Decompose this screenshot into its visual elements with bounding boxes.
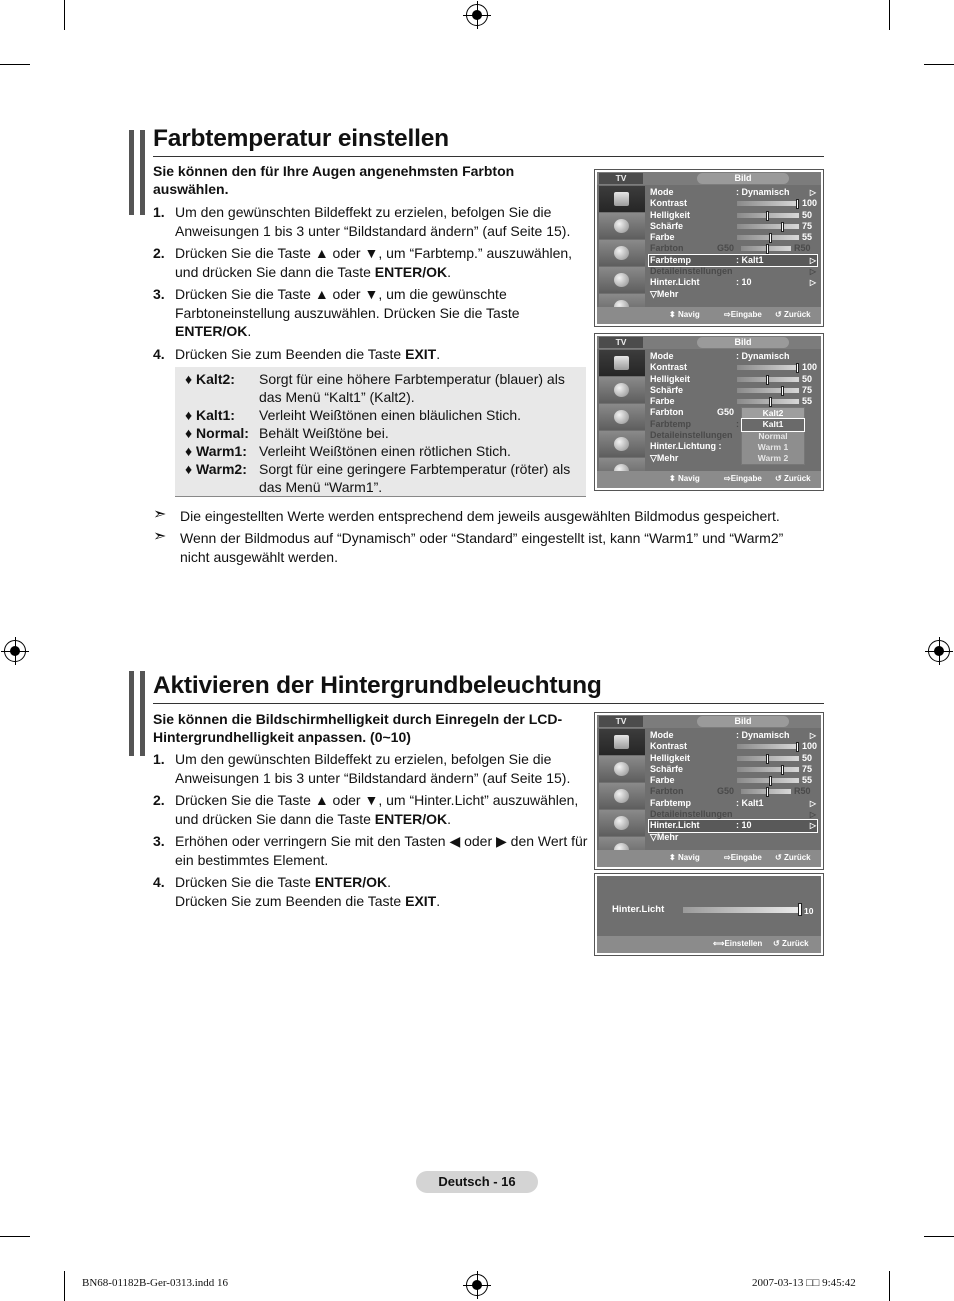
osd-row-kontrast: Kontrast 100 <box>650 741 818 752</box>
registration-mark-icon <box>466 1274 488 1296</box>
sound-icon <box>599 756 645 782</box>
channel-icon <box>599 240 645 266</box>
osd-row-farbtemp: Farbtemp : Kalt1 ▷ <box>650 797 816 808</box>
step-item <box>153 203 588 240</box>
osd-footer: ⟺Einstellen ↺ Zurück <box>597 936 821 953</box>
option-row <box>185 370 576 406</box>
crop-mark <box>64 1271 65 1301</box>
slider-fill <box>683 907 801 913</box>
registration-mark-icon <box>466 4 488 26</box>
option-description: Sorgt für eine geringere Farbtemperatur (röter) als das Menü “Warm1”. <box>259 461 571 495</box>
step-item <box>153 791 588 828</box>
osd-row-detail: Detaileinstellungen ▷ <box>650 809 816 820</box>
option-description: Behält Weißtöne bei. <box>259 425 389 441</box>
picture-icon <box>599 729 645 755</box>
step-number: 2. <box>153 792 165 808</box>
print-timestamp: 2007-03-13 □□ 9:45:42 <box>752 1277 856 1289</box>
step-item <box>153 873 588 910</box>
options-table <box>175 367 586 497</box>
slider-label: Hinter.Licht <box>612 904 665 915</box>
dropdown-option-selected[interactable]: Kalt1 <box>742 419 804 430</box>
osd-tv-tab: TV <box>599 337 643 348</box>
osd-row-farbton: Farbton G50 R50 <box>650 786 811 797</box>
step-text: Erhöhen oder verringern Sie mit den Tasten ◀ oder ▶ den Wert für ein bestimmtes Element. <box>175 833 588 868</box>
option-description: Verleiht Weißtönen einen bläulichen Stich. <box>259 407 522 423</box>
step-number: 3. <box>153 286 165 302</box>
osd-menu-dropdown-screenshot <box>594 333 824 491</box>
osd-row-farbe: Farbe 55 <box>650 396 813 407</box>
farbtemp-dropdown[interactable] <box>741 407 805 465</box>
osd-row-farbtemp: Farbtemp : <box>650 418 739 429</box>
step-number: 1. <box>153 204 165 220</box>
osd-footer: ⬍ Navig ⇨Eingabe ↺ Zurück <box>597 850 821 867</box>
crop-mark <box>64 0 65 30</box>
step-text: Um den gewünschten Bildeffekt zu erzielen, befolgen Sie die Anweisungen 1 bis 3 unter “Bildstandard ändern” (auf Seite 15). <box>175 751 571 786</box>
osd-row-mode: Mode : Dynamisch <box>650 351 790 361</box>
osd-row-detail: Detaileinstellungen <box>650 430 733 441</box>
osd-row-helligkeit: Helligkeit 50 <box>650 209 813 220</box>
osd-row-farbton: Farbton G50 <box>650 407 735 418</box>
section-title: Aktivieren der Hintergrundbeleuchtung <box>153 672 602 699</box>
option-row <box>185 460 576 496</box>
step-text: Drücken Sie die Taste ▲ oder ▼, um “Hinter.Licht” auszuwählen, und drücken Sie dann die Taste ENTER/OK. <box>175 792 579 827</box>
setup-icon <box>599 267 645 293</box>
osd-row-detail: Detaileinstellungen ▷ <box>650 266 816 277</box>
osd-slider-screenshot <box>594 873 824 956</box>
osd-icon-column <box>599 729 645 848</box>
osd-menu-screenshot <box>594 712 824 870</box>
osd-row-mehr: ▽Mehr <box>650 831 679 842</box>
option-row <box>185 406 576 424</box>
slider-value: 10 <box>804 906 814 916</box>
osd-row-mode: Mode : Dynamisch ▷ <box>650 730 816 740</box>
steps-list <box>153 203 588 367</box>
osd-row-mehr: ▽Mehr <box>650 452 679 463</box>
option-key: ♦ Warm1: <box>185 443 247 459</box>
step-text: Um den gewünschten Bildeffekt zu erzielen, befolgen Sie die Anweisungen 1 bis 3 unter “Bildstandard ändern” (auf Seite 15). <box>175 204 571 239</box>
step-item <box>153 285 588 341</box>
dropdown-option[interactable]: Normal <box>758 430 788 441</box>
section-intro: Sie können den für Ihre Augen angenehmsten Farbton auswählen. <box>153 163 515 197</box>
crop-mark <box>889 0 890 30</box>
osd-tv-tab: TV <box>599 173 643 184</box>
step-number: 3. <box>153 833 165 849</box>
dropdown-option[interactable]: Warm 1 <box>757 441 789 452</box>
step-text: Drücken Sie zum Beenden die Taste EXIT. <box>175 345 441 362</box>
osd-row-schaerfe: Schärfe 75 <box>650 384 813 395</box>
section-intro: Sie können die Bildschirmhelligkeit durch Einregeln der LCD-Hintergrundhelligkeit anpassen. (0~10) <box>153 711 563 745</box>
crop-mark <box>0 64 30 65</box>
note: ➣ Die eingestellten Werte werden entsprechend dem jeweils ausgewählten Bildmodus gespeichert. <box>153 506 780 524</box>
crop-mark <box>0 1236 30 1237</box>
step-item <box>153 244 588 281</box>
note-arrow-icon: ➣ <box>153 528 167 545</box>
osd-title: Bild <box>697 173 789 184</box>
step-item <box>153 345 588 364</box>
osd-footer: ⬍ Navig ⇨Eingabe ↺ Zurück <box>597 471 821 488</box>
setup-icon <box>599 431 645 457</box>
osd-footer: ⬍ Navig ⇨Eingabe ↺ Zurück <box>597 307 821 324</box>
section-divider <box>153 156 824 157</box>
osd-icon-column <box>599 186 645 305</box>
section-marker <box>129 130 145 215</box>
note-arrow-icon: ➣ <box>153 506 167 523</box>
option-description: Verleiht Weißtönen einen rötlichen Stich. <box>259 443 511 459</box>
registration-mark-icon <box>928 640 950 662</box>
option-row <box>185 424 576 442</box>
osd-tv-tab: TV <box>599 716 643 727</box>
step-text: Drücken Sie die Taste ▲ oder ▼, um “Farbtemp.” auszuwählen, und drücken Sie dann die Taste ENTER/OK. <box>175 245 573 280</box>
channel-icon <box>599 404 645 430</box>
steps-list <box>153 750 588 914</box>
osd-row-kontrast: Kontrast 100 <box>650 362 818 373</box>
channel-icon <box>599 783 645 809</box>
osd-row-helligkeit: Helligkeit 50 <box>650 752 813 763</box>
section-title: Farbtemperatur einstellen <box>153 125 449 152</box>
step-number: 2. <box>153 245 165 261</box>
osd-row-hinterlicht: Hinter.Licht : 10 ▷ <box>650 820 816 831</box>
osd-title: Bild <box>697 337 789 348</box>
option-key: ♦ Kalt1: <box>185 407 235 423</box>
osd-row-schaerfe: Schärfe 75 <box>650 763 813 774</box>
step-number: 4. <box>153 345 165 362</box>
osd-row-helligkeit: Helligkeit 50 <box>650 373 813 384</box>
step-number: 4. <box>153 874 165 890</box>
setup-icon <box>599 810 645 836</box>
osd-row-hinterlicht: Hinter.Licht : 10 ▷ <box>650 277 816 288</box>
osd-row-kontrast: Kontrast 100 <box>650 198 818 209</box>
crop-mark <box>924 64 954 65</box>
step-text: Drücken Sie die Taste ▲ oder ▼, um die gewünschte Farbtoneinstellung auszuwählen. Drücken Sie die Taste ENTER/OK. <box>175 286 520 339</box>
osd-row-mode: Mode : Dynamisch ▷ <box>650 187 816 197</box>
osd-row-farbton: Farbton G50 R50 <box>650 243 811 254</box>
option-row <box>185 442 576 460</box>
dropdown-option[interactable]: Kalt2 <box>742 408 804 419</box>
step-number: 1. <box>153 751 165 767</box>
slider-track[interactable] <box>683 907 801 913</box>
step-text: Drücken Sie die Taste ENTER/OK. Drücken Sie zum Beenden die Taste EXIT. <box>175 874 441 909</box>
osd-row-farbtemp: Farbtemp : Kalt1 ▷ <box>650 254 816 265</box>
note: ➣ Wenn der Bildmodus auf “Dynamisch” oder “Standard” eingestellt ist, kann “Warm1” und “Warm2” nicht ausgewählt werden. <box>153 528 784 565</box>
page-number: Deutsch - 16 <box>416 1171 538 1193</box>
sound-icon <box>599 213 645 239</box>
crop-mark <box>924 1236 954 1237</box>
osd-row-mehr: ▽Mehr <box>650 288 679 299</box>
osd-menu-screenshot <box>594 169 824 327</box>
osd-row-farbe: Farbe 55 <box>650 775 813 786</box>
sound-icon <box>599 377 645 403</box>
option-key: ♦ Warm2: <box>185 461 247 477</box>
slider-handle[interactable] <box>798 903 802 916</box>
step-item <box>153 750 588 787</box>
osd-icon-column <box>599 350 645 469</box>
section-marker <box>129 671 145 756</box>
osd-row-schaerfe: Schärfe 75 <box>650 220 813 231</box>
crop-mark <box>889 1271 890 1301</box>
option-key: ♦ Normal: <box>185 425 249 441</box>
option-description: Sorgt für eine höhere Farbtemperatur (blauer) als das Menü “Kalt1” (Kalt2). <box>259 371 565 405</box>
file-slug: BN68-01182B-Ger-0313.indd 16 <box>82 1277 229 1289</box>
step-item <box>153 832 588 869</box>
osd-title: Bild <box>697 716 789 727</box>
section-divider <box>153 703 824 704</box>
osd-row-farbe: Farbe 55 <box>650 232 813 243</box>
picture-icon <box>599 186 645 212</box>
osd-row-hinterlichtung: Hinter.Lichtung : <box>650 441 722 452</box>
dropdown-option[interactable]: Warm 2 <box>757 453 789 464</box>
registration-mark-icon <box>4 640 26 662</box>
option-key: ♦ Kalt2: <box>185 371 235 387</box>
picture-icon <box>599 350 645 376</box>
